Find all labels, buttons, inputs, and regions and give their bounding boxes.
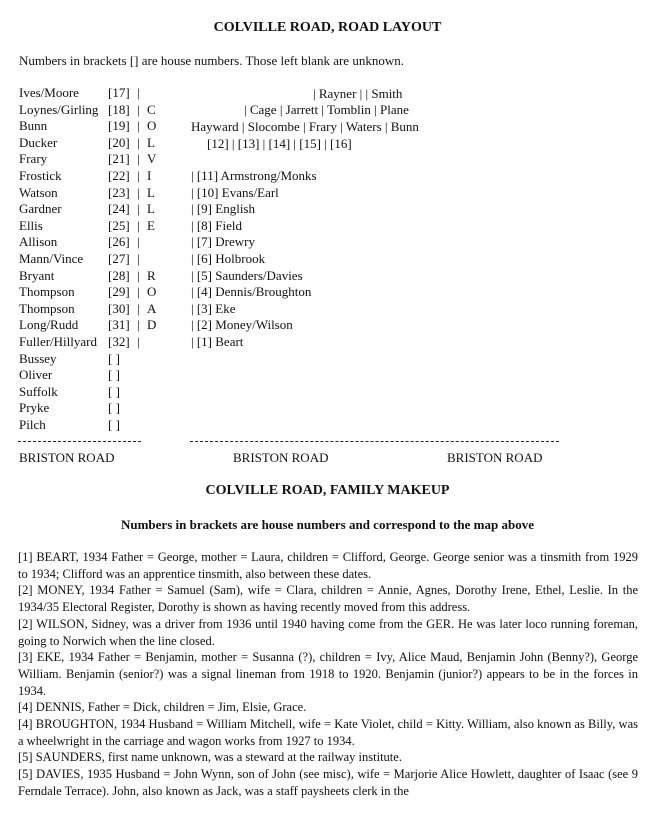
house-number: [ ]: [108, 400, 120, 416]
house-number: [ ]: [108, 367, 120, 383]
top-houses-row1: | Rayner | | Smith: [313, 86, 403, 101]
resident-name: Frary: [19, 151, 48, 167]
road-label-left: BRISTON ROAD: [19, 450, 115, 465]
top-houses-row3: Hayward | Slocombe | Frary | Waters | Bunn: [191, 119, 419, 134]
resident-name: Watson: [19, 184, 58, 200]
road-name-letter: V: [147, 151, 157, 167]
resident-name: Bryant: [19, 267, 55, 283]
house-number: [17]: [108, 85, 130, 100]
right-house-entry: | [5] Saunders/Davies: [191, 267, 303, 283]
right-house-entry: | [11] Armstrong/Monks: [191, 168, 317, 183]
road-edge-mark: |: [137, 101, 140, 117]
resident-name: Ducker: [19, 134, 58, 150]
family-entry: [1] BEART, 1934 Father = George, mother = Laura, children = Clifford, George. George senior was a tinsmith from 1929 to 1934; Clifford was an apprentice tinsmith, also between these dates.: [18, 550, 638, 581]
road-name-letter: L: [147, 184, 155, 200]
right-house-entry: | [9] English: [191, 201, 255, 217]
house-number: [ ]: [108, 383, 120, 399]
road-edge-mark: |: [137, 334, 140, 349]
house-number: [24]: [108, 201, 130, 217]
family-entry: [4] DENNIS, Father = Dick, children = Jim, Elsie, Grace.: [18, 700, 307, 715]
resident-name: Pryke: [19, 400, 50, 416]
right-divider: [190, 441, 559, 442]
right-house-entry: | [7] Drewry: [191, 234, 255, 250]
house-number: [25]: [108, 217, 130, 233]
road-label-center: BRISTON ROAD: [233, 450, 329, 465]
right-house-entry: | [6] Holbrook: [191, 251, 266, 266]
resident-name: Ives/Moore: [19, 85, 79, 100]
road-name-letter: A: [147, 300, 157, 316]
road-edge-mark: |: [137, 217, 140, 233]
road-edge-mark: |: [137, 251, 140, 266]
house-number: [22]: [108, 168, 130, 183]
family-entry: [2] MONEY, 1934 Father = Samuel (Sam), wife = Clara, children = Annie, Agnes, Dorothy Irene, Ethel, Leslie. In the 1934/35 Electoral Register, Dorothy is shown as having recently moved from this address.: [18, 583, 638, 615]
road-name-letter: D: [147, 317, 157, 333]
family-entries: [18, 549, 638, 800]
road-name-letter: L: [147, 134, 155, 150]
road-edge-mark: |: [137, 118, 140, 134]
house-number: [20]: [108, 134, 130, 150]
resident-name: Long/Rudd: [19, 317, 79, 333]
family-entry: [5] DAVIES, 1935 Husband = John Wynn, son of John (see misc), wife = Marjorie Alice Howlett, daughter of Isaac (see 9 Ferndale Terrace). John, also known as Jack, was a staff paysheets clerk in the: [18, 767, 638, 798]
road-edge-mark: |: [137, 184, 140, 200]
road-edge-mark: |: [137, 234, 140, 250]
resident-name: Loynes/Girling: [19, 101, 99, 117]
left-divider: [18, 441, 141, 442]
road-name-letter: E: [147, 217, 155, 233]
house-number: [ ]: [108, 417, 120, 432]
right-house-entry: | [10] Evans/Earl: [191, 184, 279, 200]
house-number: [ ]: [108, 350, 120, 366]
road-edge-mark: |: [137, 168, 140, 183]
resident-name: Ellis: [19, 217, 43, 233]
resident-name: Suffolk: [19, 383, 58, 399]
road-edge-mark: |: [137, 134, 140, 150]
house-number: [31]: [108, 317, 130, 333]
right-house-entry: | [2] Money/Wilson: [191, 317, 293, 333]
resident-name: Bunn: [19, 118, 48, 134]
road-name-letter: O: [147, 284, 157, 300]
resident-name: Frostick: [19, 168, 62, 183]
family-entry: [5] SAUNDERS, first name unknown, was a steward at the railway institute.: [18, 750, 402, 765]
right-house-entry: | [4] Dennis/Broughton: [191, 284, 312, 300]
house-number: [30]: [108, 300, 130, 316]
house-number: [19]: [108, 118, 130, 134]
family-title: COLVILLE ROAD, FAMILY MAKEUP: [205, 483, 450, 498]
house-number: [21]: [108, 151, 130, 167]
right-house-entry: | [3] Eke: [191, 300, 236, 316]
road-label-right: BRISTON ROAD: [447, 450, 543, 465]
house-number: [29]: [108, 284, 130, 300]
road-name-letter: L: [147, 201, 155, 217]
road-name-letter: R: [147, 267, 156, 283]
family-entry: [4] BROUGHTON, 1934 Husband = William Mitchell, wife = Kate Violet, child = Kitty. William, also known as Billy, was a wheelwright in the carriage and wagon works from 1927 to 1934.: [18, 717, 638, 748]
house-number: [32]: [108, 334, 130, 349]
house-number: [27]: [108, 251, 130, 266]
house-number: [28]: [108, 267, 130, 283]
resident-name: Bussey: [19, 350, 57, 366]
resident-name: Thompson: [19, 284, 75, 300]
family-entry: [2] WILSON, Sidney, was a driver from 1936 until 1940 having come from the GER. He was later loco running foreman, going to Norwich when the line closed.: [18, 616, 638, 648]
house-number: [23]: [108, 184, 130, 200]
road-edge-mark: |: [137, 300, 140, 316]
resident-name: Mann/Vince: [19, 251, 84, 266]
top-houses-row2: | Cage | Jarrett | Tomblin | Plane: [244, 102, 409, 117]
resident-name: Gardner: [19, 201, 62, 217]
road-edge-mark: |: [137, 201, 140, 217]
resident-name: Pilch: [19, 417, 46, 432]
road-edge-mark: |: [137, 317, 140, 333]
house-number: [26]: [108, 234, 130, 250]
resident-name: Fuller/Hillyard: [19, 334, 97, 349]
road-edge-mark: |: [137, 284, 140, 300]
right-house-entry: | [1] Beart: [191, 334, 244, 349]
house-number: [18]: [108, 101, 130, 117]
road-edge-mark: |: [137, 267, 140, 283]
road-name-letter: I: [147, 168, 152, 183]
layout-note: Numbers in brackets [] are house numbers. Those left blank are unknown.: [19, 53, 404, 68]
top-houses-row4: [12] | [13] | [14] | [15] | [16]: [207, 136, 352, 151]
road-name-letter: O: [147, 118, 157, 134]
family-subtitle: Numbers in brackets are house numbers and correspond to the map above: [120, 517, 534, 532]
road-name-letter: C: [147, 101, 156, 117]
layout-title: COLVILLE ROAD, ROAD LAYOUT: [213, 20, 442, 35]
road-edge-mark: |: [137, 85, 140, 100]
resident-name: Oliver: [19, 367, 53, 383]
resident-name: Thompson: [19, 300, 75, 316]
right-house-entry: | [8] Field: [191, 217, 242, 233]
road-edge-mark: |: [137, 151, 140, 167]
family-entry: [3] EKE, 1934 Father = Benjamin, mother = Susanna (?), children = Ivy, Alice Maud, Benjamin John (Benny?), George William. Benjamin (senior?) was a signal lineman from 1918 to 1920. Benjamin (junior?) appears to be in the forces in 1934.: [18, 650, 638, 698]
resident-name: Allison: [19, 234, 58, 250]
